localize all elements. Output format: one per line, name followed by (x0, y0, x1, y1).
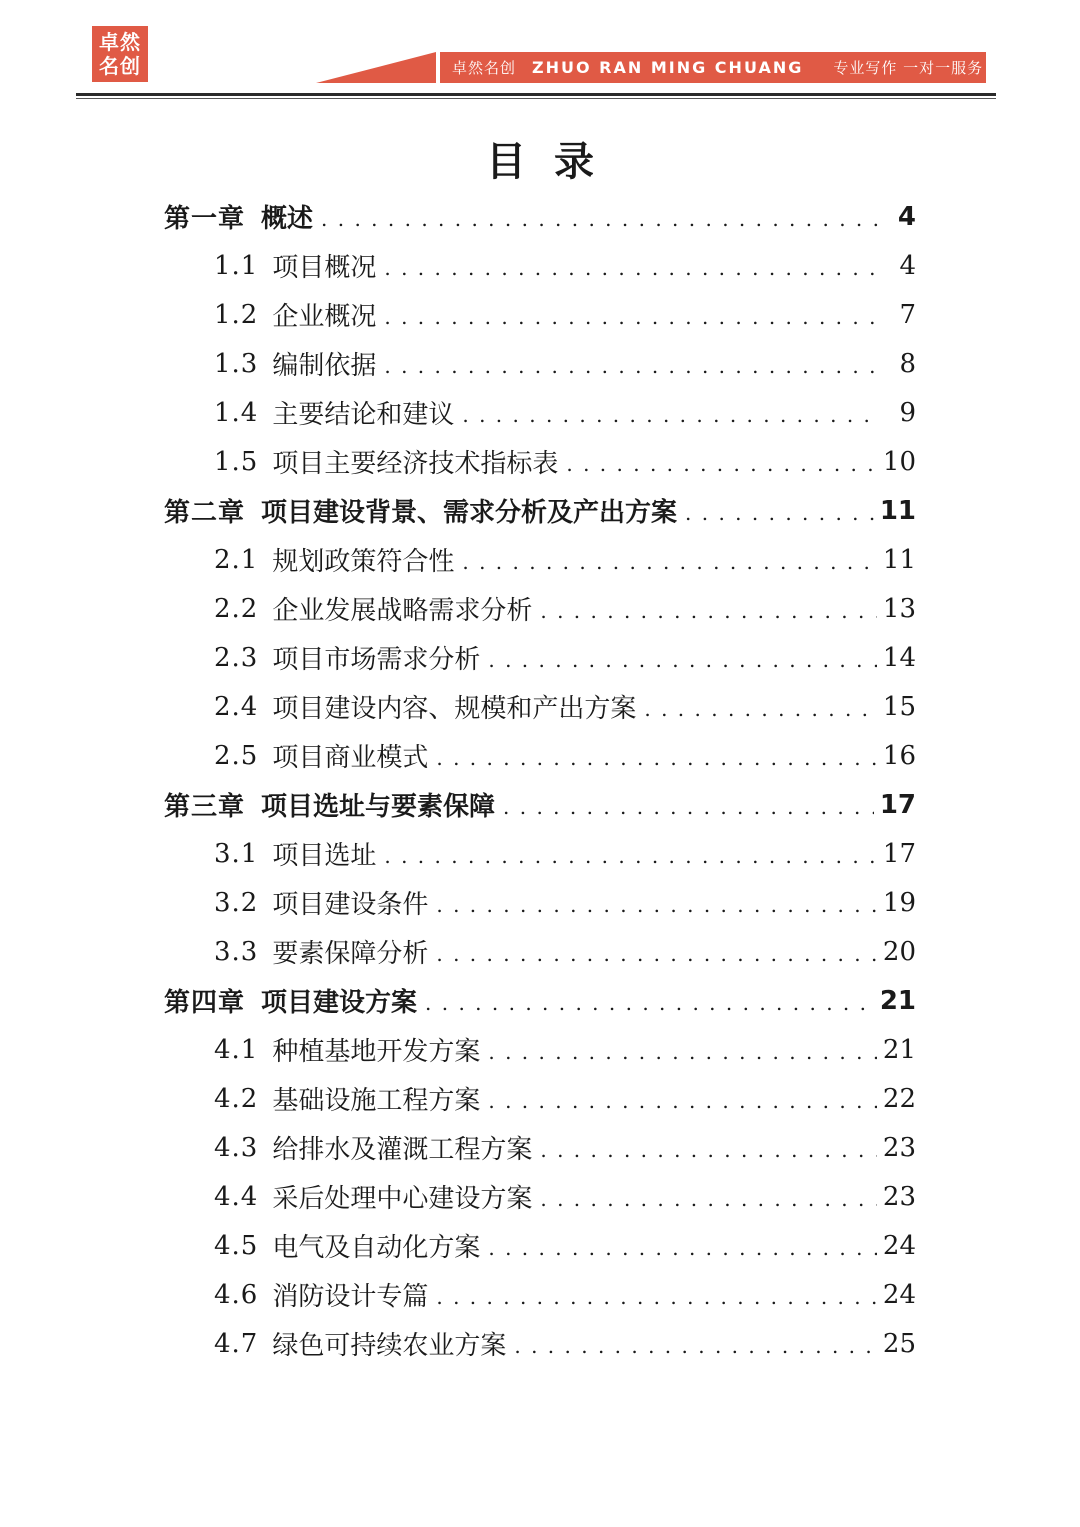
toc-entry-number: 4.3 (214, 1132, 259, 1163)
toc-page-number: 7 (899, 299, 916, 330)
toc-leader-dots (425, 993, 874, 1025)
toc-section-row[interactable] (164, 584, 916, 633)
toc-entry-label: 要素保障分析 (272, 939, 429, 969)
toc-page-number: 4 (899, 250, 916, 281)
toc-entry-number: 第一章 (164, 204, 246, 234)
toc-entry-number: 第三章 (164, 792, 246, 822)
toc-chapter-row[interactable] (164, 976, 916, 1025)
toc-leader-dots (540, 601, 877, 633)
banner-wedge (316, 52, 436, 83)
toc-page-number: 8 (899, 348, 916, 379)
toc-page-number: 17 (882, 838, 916, 869)
toc-entry-number: 4.6 (214, 1279, 259, 1310)
toc-leader-dots (321, 209, 880, 241)
toc-entry-label: 企业发展战略需求分析 (272, 596, 533, 626)
toc-leader-dots (462, 552, 877, 584)
toc-leader-dots (488, 1091, 877, 1123)
toc-entry-label: 编制依据 (272, 351, 377, 381)
toc-page-number: 23 (882, 1132, 916, 1163)
logo-line-2: 名创 (99, 54, 141, 78)
toc-entry-number: 4.4 (214, 1181, 259, 1212)
toc-entry-label: 电气及自动化方案 (272, 1233, 481, 1263)
toc-leader-dots (384, 258, 880, 290)
toc-entry-label: 项目建设内容、规模和产出方案 (272, 694, 637, 724)
toc-page-number: 17 (879, 789, 916, 820)
toc-leader-dots (462, 405, 880, 437)
toc-entry-label: 企业概况 (272, 302, 377, 332)
table-of-contents (164, 192, 916, 1368)
toc-section-row[interactable] (164, 682, 916, 731)
toc-section-row[interactable] (164, 633, 916, 682)
toc-leader-dots (384, 356, 880, 388)
toc-entry-label: 项目建设条件 (272, 890, 429, 920)
toc-entry-number: 4.2 (214, 1083, 259, 1114)
toc-entry-label: 种植基地开发方案 (272, 1037, 481, 1067)
toc-page-number: 19 (882, 887, 916, 918)
toc-page-number: 25 (882, 1328, 916, 1359)
toc-entry-label: 采后处理中心建设方案 (272, 1184, 533, 1214)
toc-entry-number: 1.5 (214, 446, 259, 477)
toc-page-number: 24 (882, 1230, 916, 1261)
toc-page-number: 20 (882, 936, 916, 967)
toc-entry-number: 1.3 (214, 348, 259, 379)
toc-chapter-row[interactable] (164, 780, 916, 829)
toc-section-row[interactable] (164, 731, 916, 780)
toc-chapter-row[interactable] (164, 486, 916, 535)
toc-leader-dots (488, 1238, 877, 1270)
toc-entry-label: 基础设施工程方案 (272, 1086, 481, 1116)
toc-entry-label: 消防设计专篇 (272, 1282, 429, 1312)
toc-section-row[interactable] (164, 339, 916, 388)
banner-company-cn: 卓然名创 (452, 59, 517, 77)
toc-section-row[interactable] (164, 535, 916, 584)
toc-entry-number: 3.1 (214, 838, 259, 869)
toc-page-number: 24 (882, 1279, 916, 1310)
toc-entry-label: 项目主要经济技术指标表 (272, 449, 559, 479)
toc-section-row[interactable] (164, 290, 916, 339)
header-rule-thin (76, 98, 996, 99)
toc-section-row[interactable] (164, 829, 916, 878)
toc-entry-label: 项目建设背景、需求分析及产出方案 (261, 498, 678, 528)
toc-entry-number: 3.2 (214, 887, 259, 918)
toc-page-number: 10 (882, 446, 916, 477)
toc-entry-label: 给排水及灌溉工程方案 (272, 1135, 533, 1165)
toc-chapter-row[interactable] (164, 192, 916, 241)
toc-section-row[interactable] (164, 927, 916, 976)
toc-section-row[interactable] (164, 1074, 916, 1123)
toc-leader-dots (436, 748, 877, 780)
toc-page-number: 21 (879, 985, 916, 1016)
toc-leader-dots (384, 846, 877, 878)
toc-entry-label: 主要结论和建议 (272, 400, 455, 430)
toc-page-number: 22 (882, 1083, 916, 1114)
toc-leader-dots (540, 1140, 877, 1172)
page-title: 目录 (486, 139, 622, 185)
toc-section-row[interactable] (164, 1123, 916, 1172)
toc-entry-number: 1.1 (214, 250, 259, 281)
toc-section-row[interactable] (164, 241, 916, 290)
toc-entry-label: 项目市场需求分析 (272, 645, 481, 675)
toc-entry-number: 4.1 (214, 1034, 259, 1065)
toc-entry-label: 项目建设方案 (261, 988, 418, 1018)
toc-entry-number: 2.3 (214, 642, 259, 673)
toc-entry-label: 项目商业模式 (272, 743, 429, 773)
toc-entry-number: 2.4 (214, 691, 259, 722)
toc-page-number: 11 (879, 495, 916, 526)
toc-page-number: 16 (882, 740, 916, 771)
toc-section-row[interactable] (164, 1172, 916, 1221)
toc-section-row[interactable] (164, 388, 916, 437)
toc-section-row[interactable] (164, 878, 916, 927)
toc-entry-label: 绿色可持续农业方案 (272, 1331, 507, 1361)
toc-leader-dots (436, 1287, 877, 1319)
banner-company-en: ZHUO RAN MING CHUANG (532, 58, 804, 77)
toc-leader-dots (514, 1336, 877, 1368)
toc-entry-number: 4.5 (214, 1230, 259, 1261)
company-logo (92, 26, 148, 82)
toc-leader-dots (503, 797, 874, 829)
toc-entry-number: 4.7 (214, 1328, 259, 1359)
toc-entry-label: 项目选址 (272, 841, 377, 871)
toc-section-row[interactable] (164, 1221, 916, 1270)
toc-leader-dots (436, 895, 877, 927)
logo-line-1: 卓然 (99, 30, 141, 54)
toc-page-number: 11 (882, 544, 916, 575)
toc-entry-number: 1.4 (214, 397, 259, 428)
toc-page-number: 4 (897, 201, 916, 232)
toc-entry-number: 2.2 (214, 593, 259, 624)
toc-entry-number: 1.2 (214, 299, 259, 330)
toc-entry-label: 项目概况 (272, 253, 377, 283)
toc-leader-dots (436, 944, 877, 976)
toc-leader-dots (488, 650, 877, 682)
toc-section-row[interactable] (164, 1270, 916, 1319)
toc-page-number: 21 (882, 1034, 916, 1065)
toc-entry-number: 第二章 (164, 498, 246, 528)
toc-leader-dots (566, 454, 877, 486)
toc-leader-dots (685, 503, 874, 535)
toc-entry-number: 2.1 (214, 544, 259, 575)
toc-section-row[interactable] (164, 1025, 916, 1074)
toc-leader-dots (384, 307, 880, 339)
toc-section-row[interactable] (164, 437, 916, 486)
toc-leader-dots (540, 1189, 877, 1221)
toc-leader-dots (488, 1042, 877, 1074)
toc-entry-label: 项目选址与要素保障 (261, 792, 496, 822)
banner-slogan: 专业写作 一对一服务 (833, 59, 984, 77)
header-banner (437, 52, 986, 83)
toc-page-number: 14 (882, 642, 916, 673)
toc-entry-label: 规划政策符合性 (272, 547, 455, 577)
header-rule (76, 93, 996, 96)
toc-entry-number: 3.3 (214, 936, 259, 967)
toc-leader-dots (644, 699, 877, 731)
toc-page-number: 13 (882, 593, 916, 624)
toc-page-number: 9 (899, 397, 916, 428)
toc-entry-number: 第四章 (164, 988, 246, 1018)
toc-page-number: 15 (882, 691, 916, 722)
toc-section-row[interactable] (164, 1319, 916, 1368)
toc-entry-label: 概述 (261, 204, 314, 234)
toc-entry-number: 2.5 (214, 740, 259, 771)
toc-page-number: 23 (882, 1181, 916, 1212)
